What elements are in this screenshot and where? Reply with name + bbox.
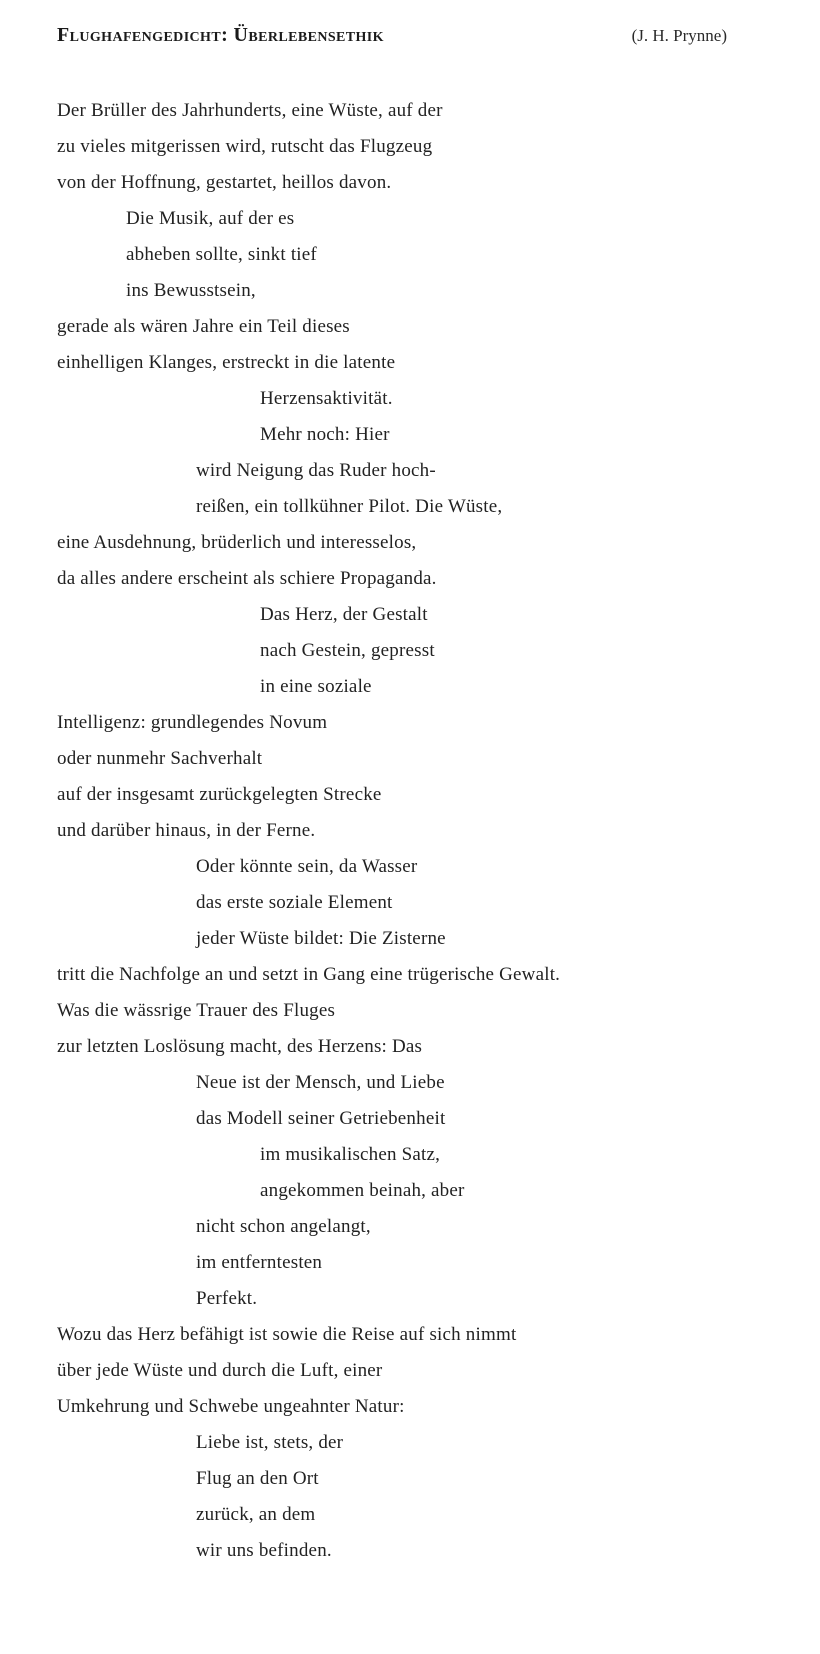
- poem-line: jeder Wüste bildet: Die Zisterne: [196, 928, 446, 949]
- poem-line: Wozu das Herz befähigt ist sowie die Reise auf sich nimmt: [57, 1324, 517, 1345]
- poem-title: Flughafengedicht: Überlebensethik: [57, 24, 384, 46]
- poem-line: nicht schon angelangt,: [196, 1216, 371, 1237]
- poem-line: Flug an den Ort: [196, 1468, 319, 1489]
- poem-line: das Modell seiner Getriebenheit: [196, 1108, 446, 1129]
- poem-line: wir uns befinden.: [196, 1540, 332, 1561]
- poem-line: reißen, ein tollkühner Pilot. Die Wüste,: [196, 496, 503, 517]
- poem-line: angekommen beinah, aber: [260, 1180, 465, 1201]
- poem-line: einhelligen Klanges, erstreckt in die latente: [57, 352, 396, 373]
- poem-header: [0, 0, 820, 47]
- poem-line: Das Herz, der Gestalt: [260, 604, 428, 625]
- poem-line: Oder könnte sein, da Wasser: [196, 856, 418, 877]
- poem-line: Herzensaktivität.: [260, 388, 393, 409]
- poem-line: zurück, an dem: [196, 1504, 316, 1525]
- poem-line: Umkehrung und Schwebe ungeahnter Natur:: [57, 1396, 405, 1417]
- poem-line: zur letzten Loslösung macht, des Herzens: Das: [57, 1036, 423, 1057]
- poem-line: abheben sollte, sinkt tief: [126, 244, 317, 265]
- poem-line: Neue ist der Mensch, und Liebe: [196, 1072, 445, 1093]
- poem-line: auf der insgesamt zurückgelegten Strecke: [57, 784, 382, 805]
- poem-line: gerade als wären Jahre ein Teil dieses: [57, 316, 350, 337]
- poem-line: tritt die Nachfolge an und setzt in Gang eine trügerische Gewalt.: [57, 964, 561, 985]
- poem-line: zu vieles mitgerissen wird, rutscht das Flugzeug: [57, 136, 433, 157]
- poem-line: das erste soziale Element: [196, 892, 393, 913]
- poem-line: im entferntesten: [196, 1252, 323, 1273]
- poem-line: über jede Wüste und durch die Luft, einer: [57, 1360, 383, 1381]
- poem-line: Was die wässrige Trauer des Fluges: [57, 1000, 336, 1021]
- poem-line: nach Gestein, gepresst: [260, 640, 435, 661]
- poem-line: oder nunmehr Sachverhalt: [57, 748, 263, 769]
- poem-line: in eine soziale: [260, 676, 372, 697]
- poem-line: Liebe ist, stets, der: [196, 1432, 344, 1453]
- poem-line: wird Neigung das Ruder hoch-: [196, 460, 436, 481]
- poem-line: und darüber hinaus, in der Ferne.: [57, 820, 316, 841]
- poem-body: [0, 93, 820, 1569]
- poem-line: von der Hoffnung, gestartet, heillos davon.: [57, 172, 392, 193]
- poem-line: ins Bewusstsein,: [126, 280, 256, 301]
- poem-line: Mehr noch: Hier: [260, 424, 390, 445]
- poem-attribution: (J. H. Prynne): [631, 26, 727, 45]
- poem-line: Die Musik, auf der es: [126, 208, 295, 229]
- poem-line: Perfekt.: [196, 1288, 258, 1309]
- poem-line: im musikalischen Satz,: [260, 1144, 441, 1165]
- poem-line: eine Ausdehnung, brüderlich und interesselos,: [57, 532, 417, 553]
- poem-line: Der Brüller des Jahrhunderts, eine Wüste, auf der: [57, 100, 443, 121]
- poem-line: da alles andere erscheint als schiere Propaganda.: [57, 568, 437, 589]
- poem-line: Intelligenz: grundlegendes Novum: [57, 712, 328, 733]
